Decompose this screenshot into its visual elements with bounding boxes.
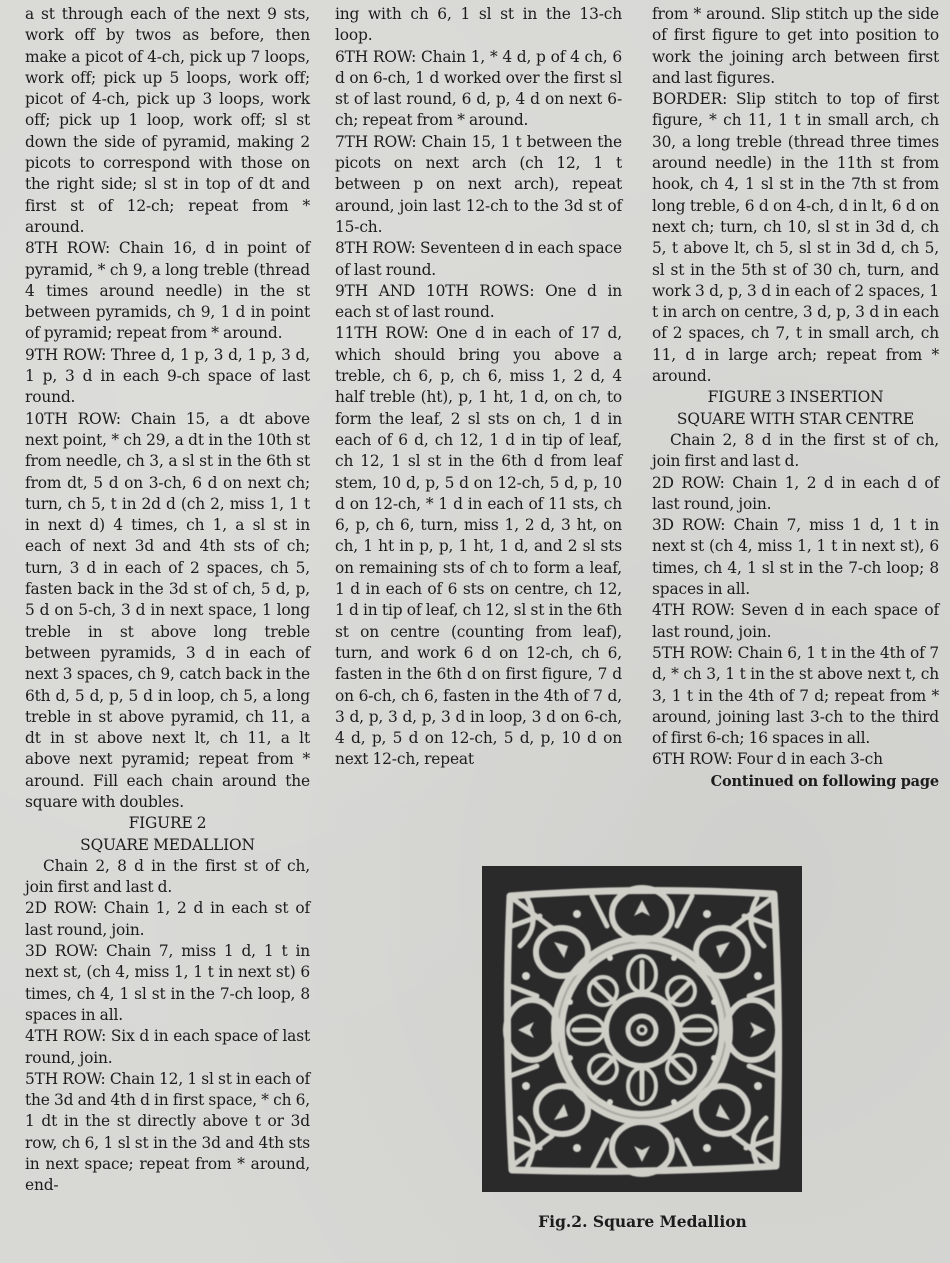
text-column-1 [25,4,310,1197]
paragraph-fig3-row-6: 6TH ROW: Four d in each 3-ch [652,750,883,769]
continued-note: Continued on following page [710,772,939,790]
paragraph-border: BORDER: Slip stitch to top of first figure, * ch 11, 1 t in small arch, ch 30, a long treble (thread three times around needle) in the 11th st from hook, ch 4, 1 sl st in the 7th st from long treble, 6 d on 4-ch, d in lt, 6 d on next ch; turn, ch 10, sl st in 3d d, ch 5, t above lt, ch 5, sl st in 3d d, ch 5, sl st in the 5th st of 30 ch, turn, and work 3 d, p, 3 d in each of 2 spaces, 1 t in arch on centre, 3 d, p, 3 d in each of 2 spaces, ch 7, t in small arch, ch 11, d in large arch; repeat from * around. [652,90,939,386]
paragraph-fig2-row-6: 6TH ROW: Chain 1, * 4 d, p of 4 ch, 6 d on 6-ch, 1 d worked over the first sl st of last round, 6 d, p, 4 d on next 6-ch; repeat from * around. [335,47,622,130]
paragraph-fig2-start: Chain 2, 8 d in the first st of ch, join first and last d. [25,856,310,897]
paragraph-fig2-row-3: 3D ROW: Chain 7, miss 1 d, 1 t in next st, (ch 4, miss 1, 1 t in next st) 6 times, ch 4, 1 sl st in the 7-ch loop, 8 spaces in all. [25,942,310,1024]
text-column-2 [335,4,622,771]
paragraph-fig3-row-4: 4TH ROW: Seven d in each space of last round, join. [652,601,939,641]
crochet-medallion-photo [482,866,802,1192]
heading-square-star-centre: SQUARE WITH STAR CENTRE [676,409,915,428]
paragraph-fig3-row-2: 2D ROW: Chain 1, 2 d in each d of last round, join. [652,473,939,513]
heading-figure-3-insertion: FIGURE 3 INSERTION [707,388,884,407]
heading-figure-2: FIGURE 2 [128,814,207,833]
paragraph-fig2-row-11-end: from * around. Slip stitch up the side of first figure to get into position to work the joining arch between first and last figures. [652,5,939,87]
paragraph-fig2-row-5: 5TH ROW: Chain 12, 1 sl st in each of the 3d and 4th d in first space, * ch 6, 1 dt in the st directly above t or 3d row, ch 6, 1 sl st in the 3d and 4th sts in next space; repeat from * around, end- [25,1069,310,1195]
paragraph-row-10: 10TH ROW: Chain 15, a dt above next point, * ch 29, a dt in the 10th st from needle, ch 3, a sl st in the 6th st from dt, 5 d on 3-ch, 6 d on next ch; turn, ch 5, t in 2d d (ch 2, miss 1, 1 t in next d) 4 times, ch 1, a sl st in each of next 3d and 4th sts of ch; turn, 3 d in each of 2 spaces, ch 5, fasten back in the 3d st of ch, 5 d, p, 5 d on 5-ch, 3 d in next space, 1 long treble in st above long treble between pyramids, 3 d in each of next 3 spaces, ch 9, catch back in the 6th d, 5 d, p, 5 d in loop, ch 5, a long treble in st above pyramid, ch 11, a dt in st above next lt, ch 11, a lt above next pyramid; repeat from * around. Fill each chain around the square with doubles. [25,409,310,811]
paragraph-fig2-row-7: 7TH ROW: Chain 15, 1 t between the picots on next arch (ch 12, 1 t between p on next arch), repeat around, join last 12-ch to the 3d st of 15-ch. [335,132,622,236]
paragraph-fig3-row-3: 3D ROW: Chain 7, miss 1 d, 1 t in next st (ch 4, miss 1, 1 t in next st), 6 times, ch 4, 1 sl st in the 7-ch loop; 8 spaces in all. [652,516,939,599]
paragraph-fig2-row-8: 8TH ROW: Seventeen d in each space of last round. [335,239,622,279]
paragraph-row-9: 9TH ROW: Three d, 1 p, 3 d, 1 p, 3 d, 1 p, 3 d in each 9-ch space of last round. [25,345,310,407]
text-column-3 [652,4,939,792]
heading-square-medallion: SQUARE MEDALLION [80,835,255,854]
figure-caption: Fig.2. Square Medallion [538,1212,747,1231]
paragraph-fig3-row-5: 5TH ROW: Chain 6, 1 t in the 4th of 7 d, * ch 3, 1 t in the st above next t, ch 3, 1 t in the 4th of 7 d; repeat from * around, joining last 3-ch to the third of first 6-ch; 16 spaces in all. [652,643,939,748]
paragraph-fig2-row-11: 11TH ROW: One d in each of 17 d, which should bring you above a treble, ch 6, p, ch 6, miss 1, 2 d, 4 half treble (ht), p, 1 ht, 1 d, on ch, to form the leaf, 2 sl sts on ch, 1 d in each of 6 d, ch 12, 1 d in tip of leaf, ch 12, 1 sl st in the 6th d from leaf stem, 10 d, p, 5 d on 12-ch, 5 d, p, 10 d on 12-ch, * 1 d in each of 11 sts, ch 6, p, ch 6, turn, miss 1, 2 d, 3 ht, on ch, 1 ht in p, p, 1 ht, 1 d, and 2 sl sts on remaining sts of ch to form a leaf, 1 d in each of 6 sts on centre, ch 12, 1 d in tip of leaf, ch 12, sl st in the 6th st on centre (counting from leaf), turn, and work 6 d on 12-ch, ch 6, fasten in the 6th d on first figure, 7 d on 6-ch, ch 6, fasten in the 4th of 7 d, 3 d, p, 3 d, p, 3 d in loop, 3 d on 6-ch, 4 d, p, 5 d on 12-ch, 5 d, p, 10 d on next 12-ch, repeat [335,324,622,769]
paragraph-fig2-row-2: 2D ROW: Chain 1, 2 d in each st of last round, join. [25,899,310,939]
paragraph-pyramid-continuation: a st through each of the next 9 sts, work off by twos as before, then make a picot of 4-ch, pick up 7 loops, work off; pick up 5 loops, work off; picot of 4-ch, pick up 3 loops, work off; pick up 1 loop, work off; sl st down the side of pyramid, making 2 picots to correspond with those on the right side; sl st in top of dt and first st of 12-ch; repeat from * around. [25,5,310,236]
medallion-illustration [482,866,802,1192]
paragraph-fig3-start: Chain 2, 8 d in the first st of ch, join first and last d. [652,430,939,471]
paragraph-row-8: 8TH ROW: Chain 16, d in point of pyramid, * ch 9, a long treble (thread 4 times around needle) in the st between pyramids, ch 9, 1 d in point of pyramid; repeat from * around. [25,239,310,343]
paragraph-fig2-row-4: 4TH ROW: Six d in each space of last round, join. [25,1027,310,1067]
paragraph-fig2-rows-9-10: 9TH AND 10TH ROWS: One d in each st of last round. [335,281,622,322]
paragraph-fig2-row-5-end: ing with ch 6, 1 sl st in the 13-ch loop. [335,5,622,45]
